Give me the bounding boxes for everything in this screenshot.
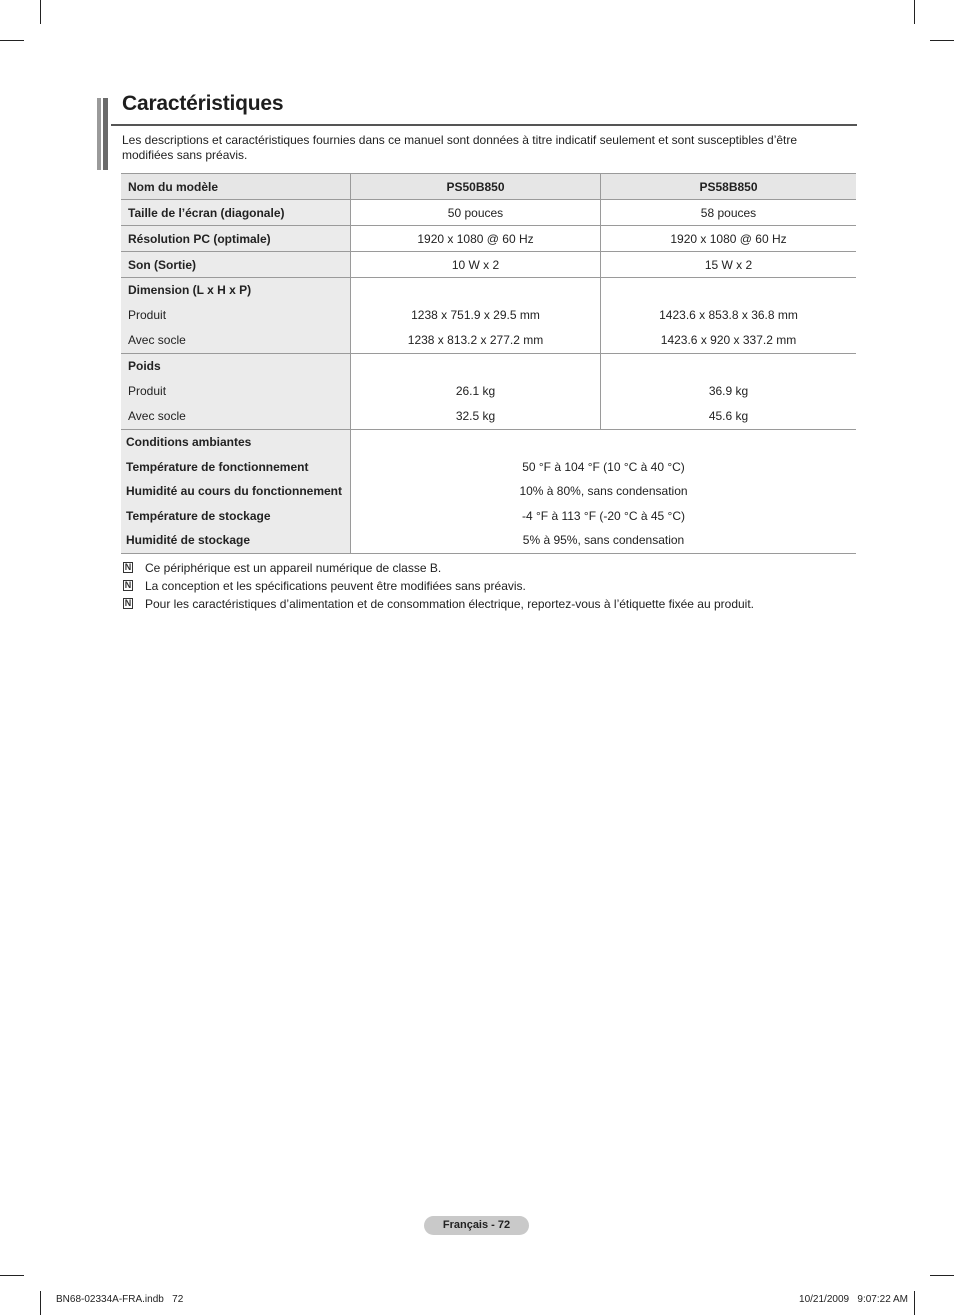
sound-a: 10 W x 2 xyxy=(351,252,601,278)
screen-size-label: Taille de l’écran (diagonale) xyxy=(121,200,351,226)
storage-humidity-value: 5% à 95%, sans condensation xyxy=(522,533,685,548)
weight-sub-stand: Avec socle xyxy=(128,409,186,423)
crop-mark xyxy=(40,1291,41,1315)
weight-label-cell xyxy=(121,354,351,430)
table-header-row xyxy=(121,174,856,200)
sound-b: 15 W x 2 xyxy=(601,252,857,278)
list-item xyxy=(122,559,852,577)
dimension-b-stand: 1423.6 x 920 x 337.2 mm xyxy=(660,333,797,347)
footer-datetime: 10/21/2009 9:07:22 AM xyxy=(799,1294,908,1305)
list-item xyxy=(122,595,852,613)
environment-label-cell xyxy=(121,430,351,554)
title-rule xyxy=(111,124,857,126)
environment-label: Conditions ambiantes xyxy=(126,435,252,449)
storage-temp-label: Température de stockage xyxy=(126,508,271,523)
title-decoration xyxy=(97,98,111,170)
model-name-label: Nom du modèle xyxy=(121,174,351,200)
dimension-a-cell xyxy=(351,278,601,354)
weight-label: Poids xyxy=(128,359,161,373)
weight-b-cell xyxy=(601,354,857,430)
resolution-label: Résolution PC (optimale) xyxy=(121,226,351,252)
table-row xyxy=(121,430,856,554)
crop-mark xyxy=(0,1275,24,1276)
note-icon: N xyxy=(124,598,132,608)
model-a-name: PS50B850 xyxy=(351,174,601,200)
note-text: Ce périphérique est un appareil numérique de classe B. xyxy=(145,561,442,575)
op-humidity-value: 10% à 80%, sans condensation xyxy=(519,484,688,499)
dimension-sub-product: Produit xyxy=(128,308,167,322)
op-temp-label: Température de fonctionnement xyxy=(126,459,309,474)
dimension-b-cell xyxy=(601,278,857,354)
crop-mark xyxy=(914,0,915,24)
note-text: Pour les caractéristiques d’alimentation et de consommation électrique, reportez-vous à l’étiquette fixée au produit. xyxy=(145,597,754,611)
table-row xyxy=(121,226,856,252)
model-b-name: PS58B850 xyxy=(601,174,857,200)
dimension-label-cell xyxy=(121,278,351,354)
table-row xyxy=(121,278,856,354)
crop-mark xyxy=(0,40,24,41)
resolution-b: 1920 x 1080 @ 60 Hz xyxy=(601,226,857,252)
table-row xyxy=(121,354,856,430)
dimension-a-product: 1238 x 751.9 x 29.5 mm xyxy=(411,308,540,322)
weight-a-cell xyxy=(351,354,601,430)
footer-file: BN68-02334A-FRA.indb 72 xyxy=(56,1294,184,1305)
dimension-b-product: 1423.6 x 853.8 x 36.8 mm xyxy=(659,308,798,322)
table-row xyxy=(121,252,856,278)
note-text: La conception et les spécifications peuvent être modifiées sans préavis. xyxy=(145,579,526,593)
weight-a-stand: 32.5 kg xyxy=(455,409,496,423)
weight-a-product: 26.1 kg xyxy=(455,384,496,398)
note-icon: N xyxy=(124,580,132,590)
resolution-a: 1920 x 1080 @ 60 Hz xyxy=(351,226,601,252)
op-temp-value: 50 °F à 104 °F (10 °C à 40 °C) xyxy=(522,459,685,474)
dimension-sub-stand: Avec socle xyxy=(128,333,186,347)
op-humidity-label: Humidité au cours du fonctionnement xyxy=(126,484,343,499)
page-title: Caractéristiques xyxy=(122,92,284,115)
crop-mark xyxy=(930,40,954,41)
specifications-table xyxy=(121,173,856,554)
list-item xyxy=(122,577,852,595)
sound-label: Son (Sortie) xyxy=(121,252,351,278)
environment-values-cell xyxy=(351,430,857,554)
crop-mark xyxy=(930,1275,954,1276)
notes-list xyxy=(122,559,852,613)
weight-b-product: 36.9 kg xyxy=(708,384,749,398)
crop-mark xyxy=(914,1291,915,1315)
weight-b-stand: 45.6 kg xyxy=(708,409,749,423)
storage-humidity-label: Humidité de stockage xyxy=(126,533,251,548)
crop-mark xyxy=(40,0,41,24)
weight-sub-product: Produit xyxy=(128,384,167,398)
table-row xyxy=(121,200,856,226)
dimension-label: Dimension (L x H x P) xyxy=(128,283,252,297)
dimension-a-stand: 1238 x 813.2 x 277.2 mm xyxy=(407,333,544,347)
page-number-badge: Français - 72 xyxy=(424,1216,529,1235)
note-icon: N xyxy=(124,562,132,572)
intro-text: Les descriptions et caractéristiques fournies dans ce manuel sont données à titre indicatif seulement et sont susceptibles d’être modifiées sans préavis. xyxy=(122,133,798,162)
storage-temp-value: -4 °F à 113 °F (-20 °C à 45 °C) xyxy=(521,508,686,523)
screen-size-a: 50 pouces xyxy=(351,200,601,226)
screen-size-b: 58 pouces xyxy=(601,200,857,226)
